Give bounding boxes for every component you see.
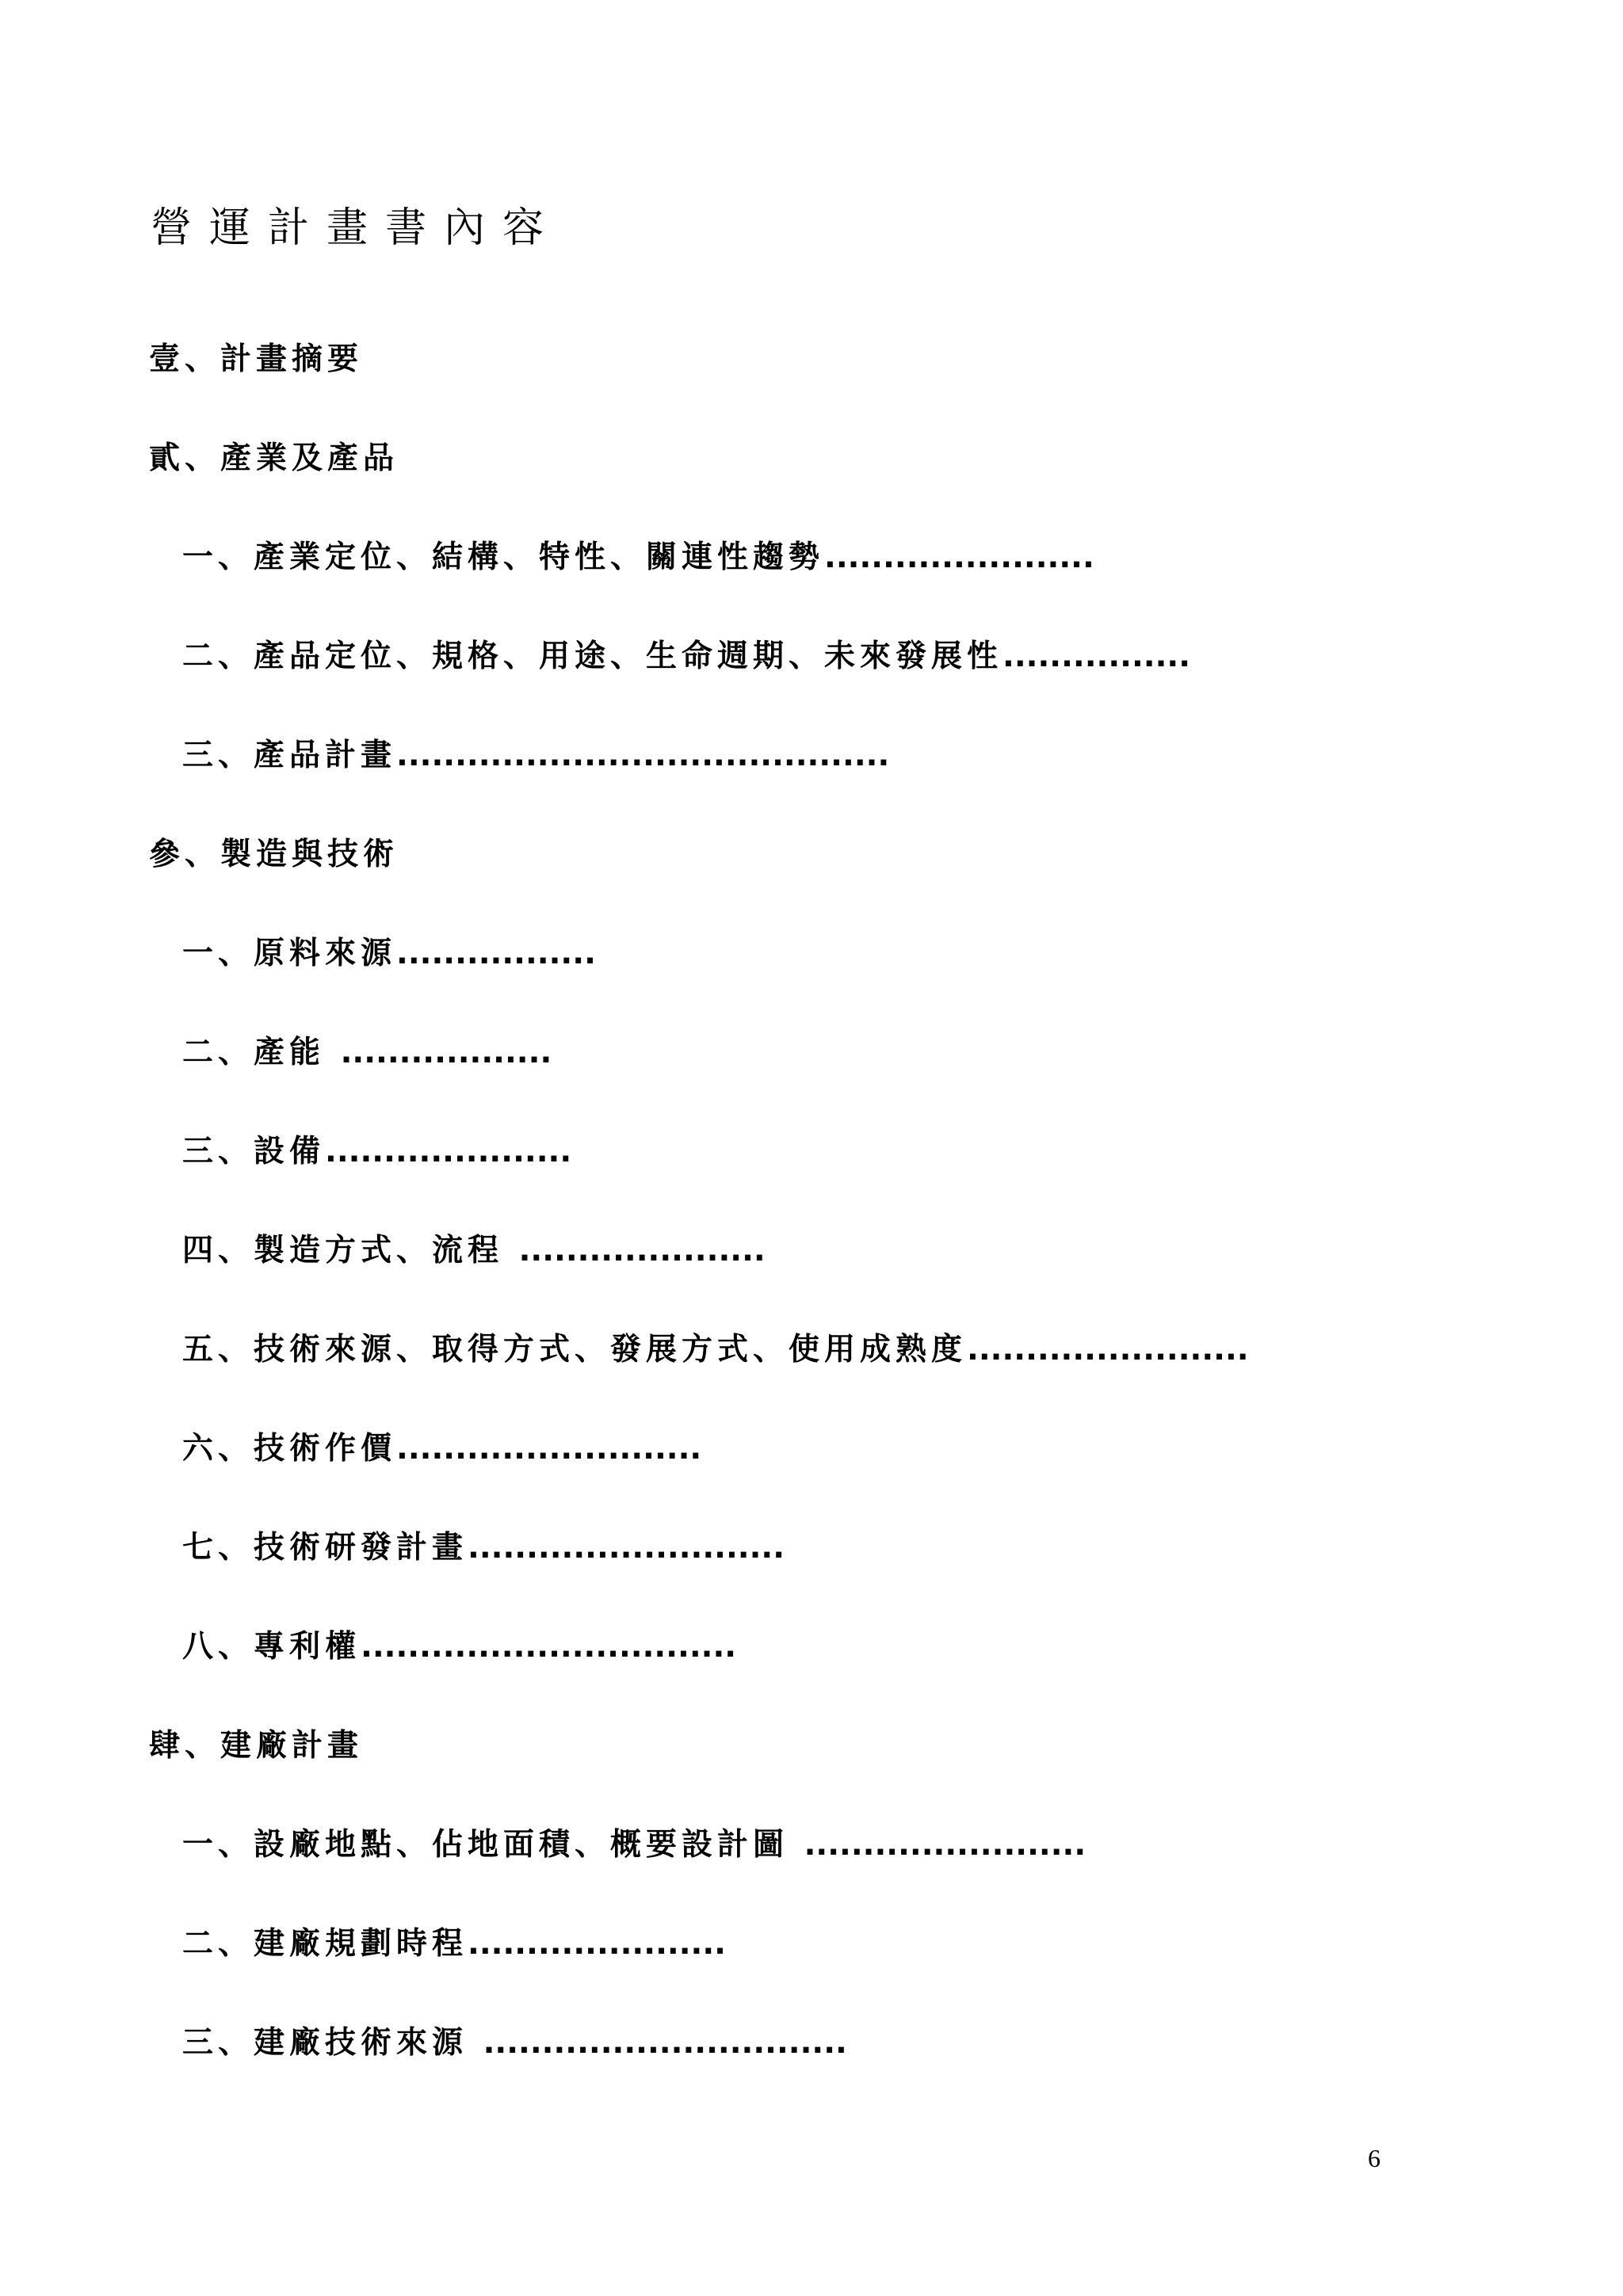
toc-leader-dots: ................ [1002,639,1191,674]
toc-item-product-position [182,641,1190,672]
toc-leader-dots: ..................... [518,1233,766,1268]
toc-label: 二、產品定位、規格、用途、生命週期、未來發展性 [182,639,1003,674]
toc-label: 壹、計畫摘要 [149,341,364,377]
toc-section-summary [149,341,364,377]
toc-leader-dots: .......................................... [396,738,890,773]
toc-leader-dots: ...................... [468,1926,726,1962]
toc-leader-dots: ..................... [325,1134,572,1169]
toc-label: 三、產品計畫 [182,738,397,773]
page-title: 營運計畫書內容 [151,204,562,252]
toc-section-factory-plan [149,1728,364,1764]
toc-item-technology-valuation [182,1433,701,1464]
toc-label: 三、設備 [182,1134,326,1169]
toc-leader-dots: ........................... [468,1530,785,1566]
toc-leader-dots: ........................ [967,1332,1249,1367]
toc-label: 六、技術作價 [182,1431,397,1466]
toc-label: 五、技術來源、取得方式、發展方式、使用成熟度 [182,1332,968,1367]
toc-item-raw-materials [182,938,596,969]
toc-label: 八、專利權 [182,1629,361,1665]
page-number: 6 [1368,2144,1381,2172]
toc-label: 參、製造與技術 [149,837,399,872]
toc-label: 七、技術研發計畫 [182,1530,468,1566]
toc-item-factory-schedule [182,1926,726,1962]
toc-item-factory-site [182,1827,1086,1863]
toc-item-equipment [182,1136,571,1167]
toc-label: 一、產業定位、結構、特性、關連性趨勢 [182,540,825,575]
toc-leader-dots: ................................ [361,1629,737,1665]
toc-leader-dots: ........................ [804,1827,1086,1863]
toc-section-manufacturing [149,839,399,870]
toc-item-product-plan [182,740,889,771]
toc-leader-dots: ................. [396,936,596,971]
toc-leader-dots: ............................... [483,2025,847,2061]
toc-item-technology-source [182,1334,1249,1365]
toc-label: 三、建廠技術來源 [182,2025,483,2061]
toc-label: 二、產能 [182,1035,341,1070]
toc-label: 四、製造方式、流程 [182,1233,519,1268]
toc-leader-dots: .......................... [396,1431,702,1466]
toc-label: 一、設廠地點、佔地面積、概要設計圖 [182,1827,804,1863]
toc-label: 貳、產業及產品 [149,441,399,476]
toc-item-capacity [182,1037,552,1068]
toc-label: 肆、建廠計畫 [149,1728,364,1764]
toc-item-industry-position [182,542,1094,573]
toc-label: 二、建廠規劃時程 [182,1926,468,1962]
toc-leader-dots: ....................... [824,540,1094,575]
toc-item-rd-plan [182,1530,785,1566]
toc-item-factory-technology [182,2025,847,2061]
toc-leader-dots: .................. [340,1035,552,1070]
toc-label: 一、原料來源 [182,936,397,971]
toc-item-process [182,1235,766,1266]
toc-item-patents [182,1629,737,1665]
toc-section-industry-product [149,443,399,474]
